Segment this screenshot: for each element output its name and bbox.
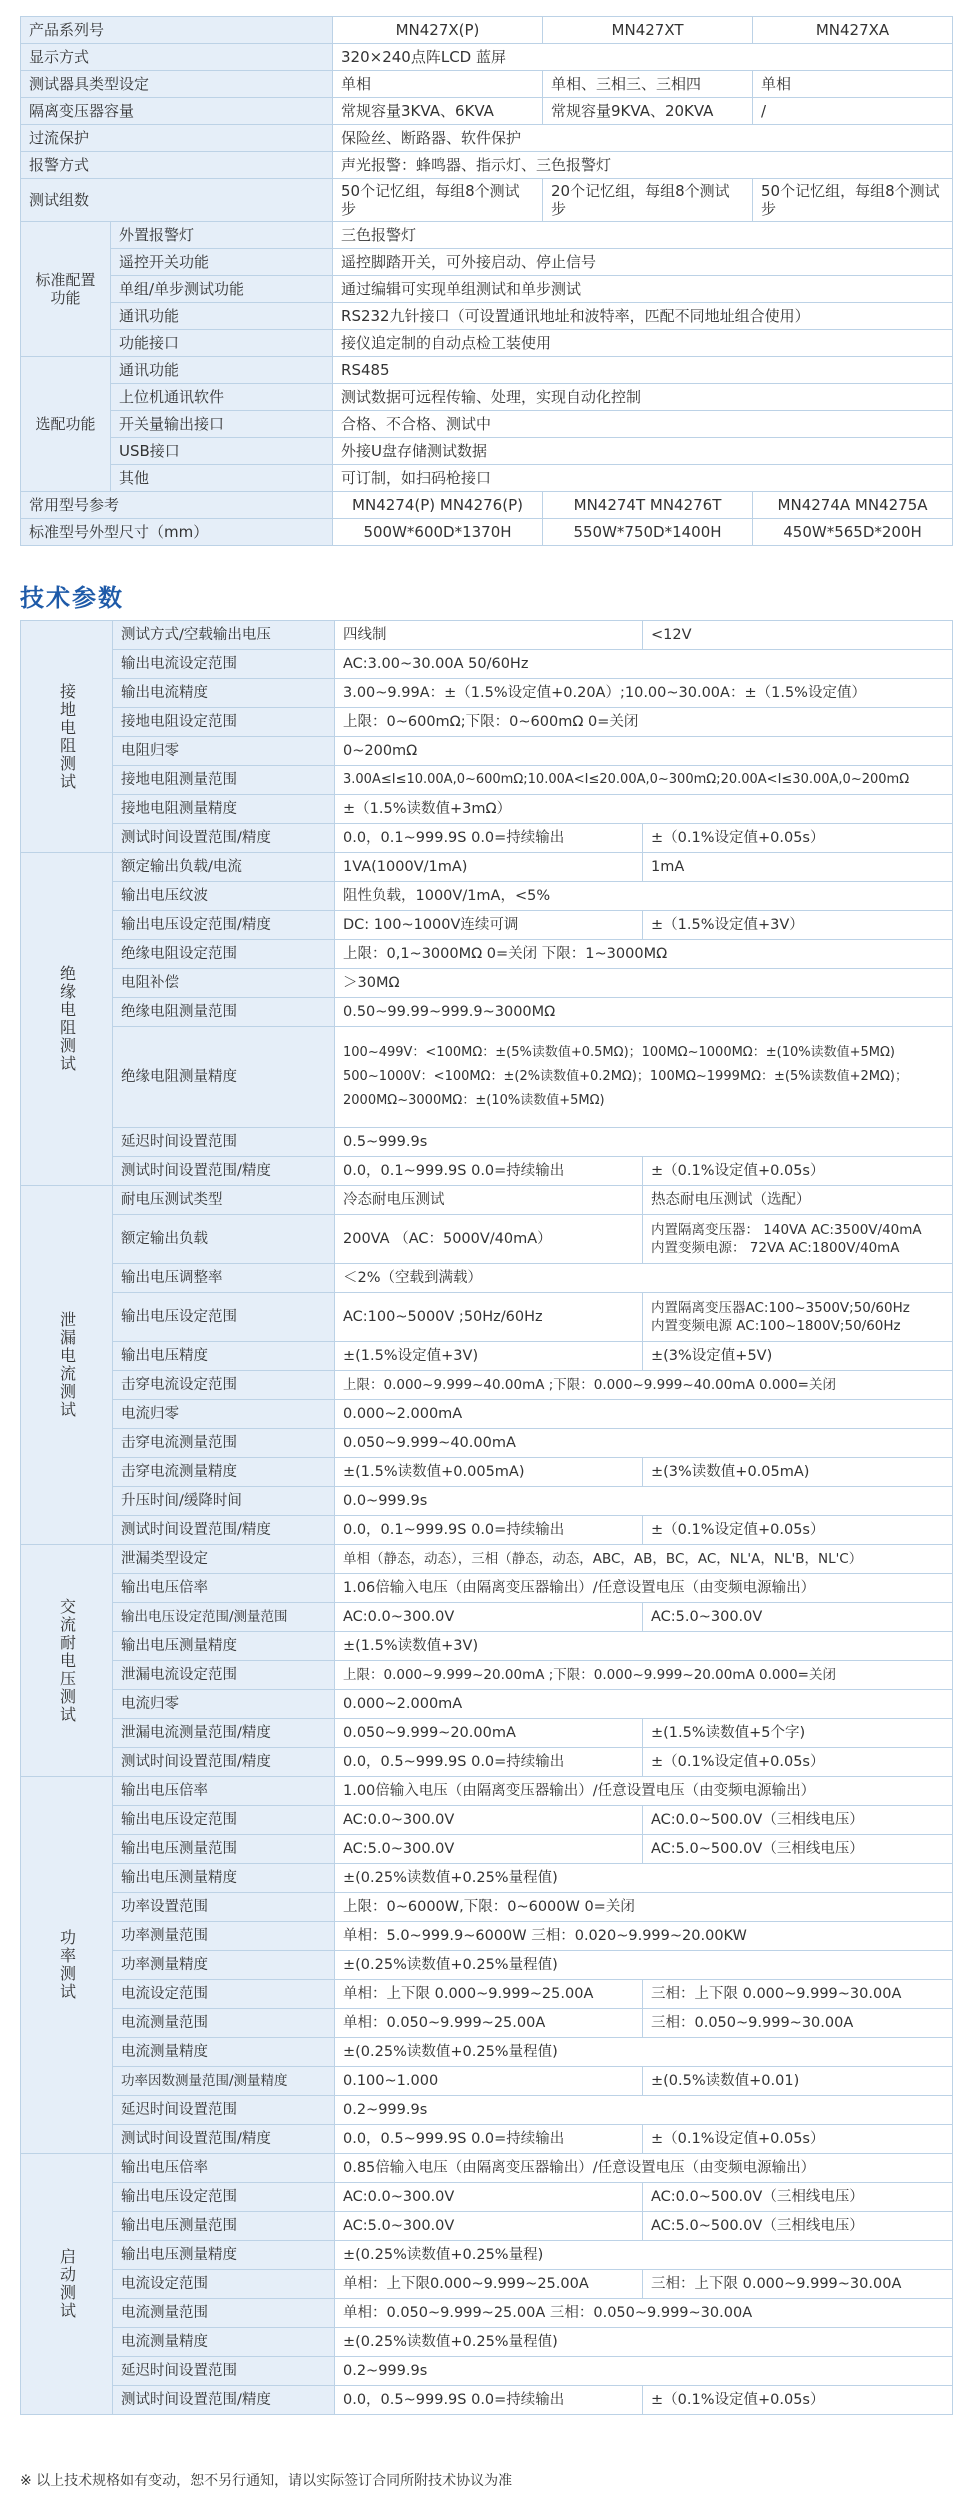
param-label: 电流测量范围 [113,2299,335,2328]
row-label: 显示方式 [21,44,333,71]
value-line: 2000MΩ~3000MΩ：±(10%读数值+5MΩ) [343,1093,605,1108]
param-value: ±(3%设定值+5V) [643,1342,953,1371]
param-value: 阻性负载，1000V/1mA，<5% [335,882,953,911]
param-value: ±(0.25%读数值+0.25%量程值) [335,1864,953,1893]
standard-config-group: 标准配置功能 [21,222,111,357]
param-value: AC:5.0~500.0V（三相线电压） [643,2212,953,2241]
row-label: 外置报警灯 [111,222,333,249]
param-value: ＜2%（空载到满载） [335,1264,953,1293]
param-value: 上限：0.000~9.999~20.00mA ;下限：0.000~9.999~20.00mA 0.000=关闭 [335,1661,953,1690]
param-label: 泄漏电流测量范围/精度 [113,1719,335,1748]
param-value: 三相：0.050~9.999~30.00A [643,2009,953,2038]
param-value: ±(1.5%读数值+3V) [335,1632,953,1661]
param-value: 0.2~999.9s [335,2096,953,2125]
param-value: ±(1.5%读数值+5个字) [643,1719,953,1748]
row-label: 过流保护 [21,125,333,152]
param-value: ±（1.5%设定值+3V） [643,911,953,940]
row-label: 常用型号参考 [21,492,333,519]
param-label: 升压时间/缓降时间 [113,1487,335,1516]
param-value: <12V [643,621,953,650]
param-value: 0.0，0.1~999.9S 0.0=持续输出 [335,1157,643,1186]
param-value: 冷态耐电压测试 [335,1186,643,1215]
param-value: 3.00A≤I≤10.00A,0~600mΩ;10.00A<I≤20.00A,0~300mΩ;20.00A<I≤30.00A,0~200mΩ [335,766,953,795]
param-value: 0.0，0.5~999.9S 0.0=持续输出 [335,1748,643,1777]
param-label: 泄漏电流设定范围 [113,1661,335,1690]
param-value: AC:0.0~300.0V [335,2183,643,2212]
param-value: ±（0.1%设定值+0.05s） [643,1516,953,1545]
param-label: 延迟时间设置范围 [113,2096,335,2125]
param-label: 电流设定范围 [113,2270,335,2299]
param-value: ±(0.25%读数值+0.25%量程值) [335,1951,953,1980]
row-value: 合格、不合格、测试中 [333,411,953,438]
row-cell: 单相 [333,71,543,98]
tech-params-table [20,620,953,2415]
row-label: 通讯功能 [111,303,333,330]
group-power: 功率测试 [21,1777,113,2154]
row-cell: 20个记忆组，每组8个测试步 [543,179,753,222]
param-label: 击穿电流测量范围 [113,1429,335,1458]
row-value: 外接U盘存储测试数据 [333,438,953,465]
param-value [643,1215,953,1264]
param-value: AC:5.0~300.0V [335,1835,643,1864]
param-label: 测试时间设置范围/精度 [113,1157,335,1186]
param-value: 三相：上下限 0.000~9.999~30.00A [643,2270,953,2299]
param-value: ±(0.25%读数值+0.25%量程值) [335,2328,953,2357]
param-label: 测试时间设置范围/精度 [113,1516,335,1545]
row-label: USB接口 [111,438,333,465]
param-value: ±（0.1%设定值+0.05s） [643,1748,953,1777]
optional-config-group: 选配功能 [21,357,111,492]
row-label: 通讯功能 [111,357,333,384]
param-label: 电流设定范围 [113,1980,335,2009]
row-value: 保险丝、断路器、软件保护 [333,125,953,152]
param-label: 额定输出负载/电流 [113,853,335,882]
param-value: 0.0~999.9s [335,1487,953,1516]
value-line: 100~499V：<100MΩ：±(5%读数值+0.5MΩ)；100MΩ~1000MΩ：±(10%读数值+5MΩ) [343,1045,895,1060]
group-ac-withstand: 交流耐电压测试 [21,1545,113,1777]
param-label: 电流测量精度 [113,2328,335,2357]
param-label: 电阻补偿 [113,969,335,998]
group-insulation: 绝缘电阻测试 [21,853,113,1186]
row-label: 测试组数 [21,179,333,222]
param-value: 0.0，0.5~999.9S 0.0=持续输出 [335,2125,643,2154]
row-cell: / [753,98,953,125]
param-value: ±（1.5%读数值+3mΩ） [335,795,953,824]
row-value: 可订制，如扫码枪接口 [333,465,953,492]
param-value: AC:0.0~500.0V（三相线电压） [643,2183,953,2212]
row-cell: 常规容量3KVA、6KVA [333,98,543,125]
row-cell: 450W*565D*200H [753,519,953,546]
row-value: 接仪追定制的自动点检工装使用 [333,330,953,357]
group-leakage: 泄漏电流测试 [21,1186,113,1545]
row-cell: 单相、三相三、三相四 [543,71,753,98]
param-label: 延迟时间设置范围 [113,2357,335,2386]
row-cell: 50个记忆组，每组8个测试步 [333,179,543,222]
param-value: AC:5.0~300.0V [643,1603,953,1632]
param-value: ＞30MΩ [335,969,953,998]
param-value: ±(1.5%设定值+3V) [335,1342,643,1371]
param-label: 输出电压纹波 [113,882,335,911]
param-value: ±(0.25%读数值+0.25%量程值) [335,2038,953,2067]
param-value: AC:100~5000V ;50Hz/60Hz [335,1293,643,1342]
param-value: 单相：5.0~999.9~6000W 三相：0.020~9.999~20.00KW [335,1922,953,1951]
param-value: 单相（静态，动态），三相（静态，动态，ABC，AB，BC，AC，NL'A，NL'B，NL'C） [335,1545,953,1574]
param-value: 0.050~9.999~40.00mA [335,1429,953,1458]
param-value: AC:0.0~300.0V [335,1806,643,1835]
row-cell: 550W*750D*1400H [543,519,753,546]
row-label: 上位机通讯软件 [111,384,333,411]
param-value: 1mA [643,853,953,882]
param-label: 输出电压测量范围 [113,2212,335,2241]
param-value: 上限：0~6000W,下限：0~6000W 0=关闭 [335,1893,953,1922]
param-label: 接地电阻测量精度 [113,795,335,824]
product-series-table [20,16,953,546]
group-startup: 启动测试 [21,2154,113,2415]
header-model-2: MN427XT [543,17,753,44]
row-cell: MN4274(P) MN4276(P) [333,492,543,519]
param-value: ±（0.1%设定值+0.05s） [643,1157,953,1186]
param-value: 单相：0.050~9.999~25.00A [335,2009,643,2038]
row-label: 功能接口 [111,330,333,357]
param-label: 测试时间设置范围/精度 [113,2125,335,2154]
value-line: 500~1000V：<100MΩ：±(2%读数值+0.2MΩ)；100MΩ~1999MΩ：±(5%读数值+2MΩ)； [343,1069,908,1084]
row-cell: 500W*600D*1370H [333,519,543,546]
param-value: 三相：上下限 0.000~9.999~30.00A [643,1980,953,2009]
param-value: 0.0，0.1~999.9S 0.0=持续输出 [335,1516,643,1545]
param-value: 0.000~2.000mA [335,1690,953,1719]
header-model-3: MN427XA [753,17,953,44]
header-model-1: MN427X(P) [333,17,543,44]
row-value: 遥控脚踏开关，可外接启动、停止信号 [333,249,953,276]
param-value: AC:5.0~300.0V [335,2212,643,2241]
param-value: 上限：0,1~3000MΩ 0=关闭 下限：1~3000MΩ [335,940,953,969]
param-value: 0.000~2.000mA [335,1400,953,1429]
param-value: 四线制 [335,621,643,650]
row-label: 其他 [111,465,333,492]
row-cell: MN4274A MN4275A [753,492,953,519]
param-label: 功率测量精度 [113,1951,335,1980]
row-label: 标准型号外型尺寸（mm） [21,519,333,546]
param-label: 输出电压调整率 [113,1264,335,1293]
param-value: AC:5.0~500.0V（三相线电压） [643,1835,953,1864]
param-label: 输出电流设定范围 [113,650,335,679]
param-label: 输出电压测量精度 [113,1632,335,1661]
param-label: 电阻归零 [113,737,335,766]
row-value: RS485 [333,357,953,384]
param-label: 输出电压倍率 [113,2154,335,2183]
param-label: 绝缘电阻设定范围 [113,940,335,969]
param-label: 测试时间设置范围/精度 [113,824,335,853]
row-value: 测试数据可远程传输、处理，实现自动化控制 [333,384,953,411]
value-line: 内置变频电源 AC:100~1800V;50/60Hz [651,1318,901,1334]
param-value: 上限：0.000~9.999~40.00mA ;下限：0.000~9.999~40.00mA 0.000=关闭 [335,1371,953,1400]
value-line: 内置隔离变压器： 140VA AC:3500V/40mA [651,1222,922,1238]
param-value: 上限：0~600mΩ;下限：0~600mΩ 0=关闭 [335,708,953,737]
param-label: 额定输出负载 [113,1215,335,1264]
param-label: 击穿电流测量精度 [113,1458,335,1487]
param-label: 输出电压测量精度 [113,2241,335,2270]
value-line: 内置变频电源： 72VA AC:1800V/40mA [651,1240,900,1256]
param-label: 电流归零 [113,1400,335,1429]
param-label: 输出电压测量范围 [113,1835,335,1864]
row-cell: 常规容量9KVA、20KVA [543,98,753,125]
param-label: 电流测量范围 [113,2009,335,2038]
row-cell: 单相 [753,71,953,98]
param-value [643,1293,953,1342]
param-value: 1.06倍输入电压（由隔离变压器输出）/任意设置电压（由变频电源输出） [335,1574,953,1603]
param-value: 单相：0.050~9.999~25.00A 三相：0.050~9.999~30.00A [335,2299,953,2328]
param-label: 测试方式/空载输出电压 [113,621,335,650]
param-label: 电流测量精度 [113,2038,335,2067]
row-cell: MN4274T MN4276T [543,492,753,519]
param-label: 输出电压设定范围 [113,2183,335,2212]
param-value: AC:3.00~30.00A 50/60Hz [335,650,953,679]
param-label: 接地电阻测量范围 [113,766,335,795]
row-value: RS232九针接口（可设置通讯地址和波特率，匹配不同地址组合使用） [333,303,953,330]
param-value: ±（0.1%设定值+0.05s） [643,2386,953,2415]
header-label: 产品系列号 [21,17,333,44]
param-value: 3.00~9.99A：±（1.5%设定值+0.20A）;10.00~30.00A：±（1.5%设定值） [335,679,953,708]
param-value: ±(0.25%读数值+0.25%量程) [335,2241,953,2270]
param-value: ±（0.1%设定值+0.05s） [643,2125,953,2154]
param-label: 绝缘电阻测量范围 [113,998,335,1027]
value-line: 内置隔离变压器AC:100~3500V;50/60Hz [651,1300,910,1316]
param-label: 输出电压测量精度 [113,1864,335,1893]
param-value: DC: 100~1000V连续可调 [335,911,643,940]
param-value: 1VA(1000V/1mA) [335,853,643,882]
param-value: 0.050~9.999~20.00mA [335,1719,643,1748]
param-value: 0~200mΩ [335,737,953,766]
param-label: 绝缘电阻测量精度 [113,1027,335,1128]
param-label: 输出电压设定范围/精度 [113,911,335,940]
param-value: 单相：上下限 0.000~9.999~25.00A [335,1980,643,2009]
row-label: 单组/单步测试功能 [111,276,333,303]
param-value: 200VA （AC：5000V/40mA） [335,1215,643,1264]
row-value: 声光报警：蜂鸣器、指示灯、三色报警灯 [333,152,953,179]
group-ground: 接地电阻测试 [21,621,113,853]
row-label: 隔离变压器容量 [21,98,333,125]
param-value: ±(3%读数值+0.05mA) [643,1458,953,1487]
row-value: 通过编辑可实现单组测试和单步测试 [333,276,953,303]
param-label: 击穿电流设定范围 [113,1371,335,1400]
param-value: 0.0，0.5~999.9S 0.0=持续输出 [335,2386,643,2415]
param-value: 0.5~999.9s [335,1128,953,1157]
row-label: 遥控开关功能 [111,249,333,276]
param-label: 输出电压设定范围/测量范围 [113,1603,335,1632]
param-value: 0.50~99.99~999.9~3000MΩ [335,998,953,1027]
param-label: 测试时间设置范围/精度 [113,2386,335,2415]
param-label: 功率设置范围 [113,1893,335,1922]
param-value: 0.0，0.1~999.9S 0.0=持续输出 [335,824,643,853]
param-label: 输出电压倍率 [113,1574,335,1603]
row-label: 测试器具类型设定 [21,71,333,98]
param-value: 单相：上下限0.000~9.999~25.00A [335,2270,643,2299]
param-label: 电流归零 [113,1690,335,1719]
footnote: ※ 以上技术规格如有变动，恕不另行通知，请以实际签订合同所附技术协议为准 [20,2473,513,2489]
param-value: ±（0.1%设定值+0.05s） [643,824,953,853]
param-label: 输出电压设定范围 [113,1293,335,1342]
section-title: 技术参数 [20,584,124,612]
param-label: 耐电压测试类型 [113,1186,335,1215]
row-value: 三色报警灯 [333,222,953,249]
param-value: ±(1.5%读数值+0.005mA) [335,1458,643,1487]
param-label: 测试时间设置范围/精度 [113,1748,335,1777]
param-value: ±(0.5%读数值+0.01) [643,2067,953,2096]
param-label: 功率因数测量范围/测量精度 [113,2067,335,2096]
row-value: 320×240点阵LCD 蓝屏 [333,44,953,71]
row-label: 报警方式 [21,152,333,179]
param-label: 输出电压精度 [113,1342,335,1371]
param-value: 0.100~1.000 [335,2067,643,2096]
param-label: 输出电压倍率 [113,1777,335,1806]
param-label: 接地电阻设定范围 [113,708,335,737]
row-label: 开关量输出接口 [111,411,333,438]
param-value [335,1027,953,1128]
param-value: 0.2~999.9s [335,2357,953,2386]
param-label: 泄漏类型设定 [113,1545,335,1574]
row-cell: 50个记忆组，每组8个测试步 [753,179,953,222]
param-label: 输出电流精度 [113,679,335,708]
param-value: 热态耐电压测试（选配） [643,1186,953,1215]
param-value: 0.85倍输入电压（由隔离变压器输出）/任意设置电压（由变频电源输出） [335,2154,953,2183]
param-value: AC:0.0~300.0V [335,1603,643,1632]
param-label: 功率测量范围 [113,1922,335,1951]
param-value: AC:0.0~500.0V（三相线电压） [643,1806,953,1835]
param-label: 输出电压设定范围 [113,1806,335,1835]
param-label: 延迟时间设置范围 [113,1128,335,1157]
param-value: 1.00倍输入电压（由隔离变压器输出）/任意设置电压（由变频电源输出） [335,1777,953,1806]
